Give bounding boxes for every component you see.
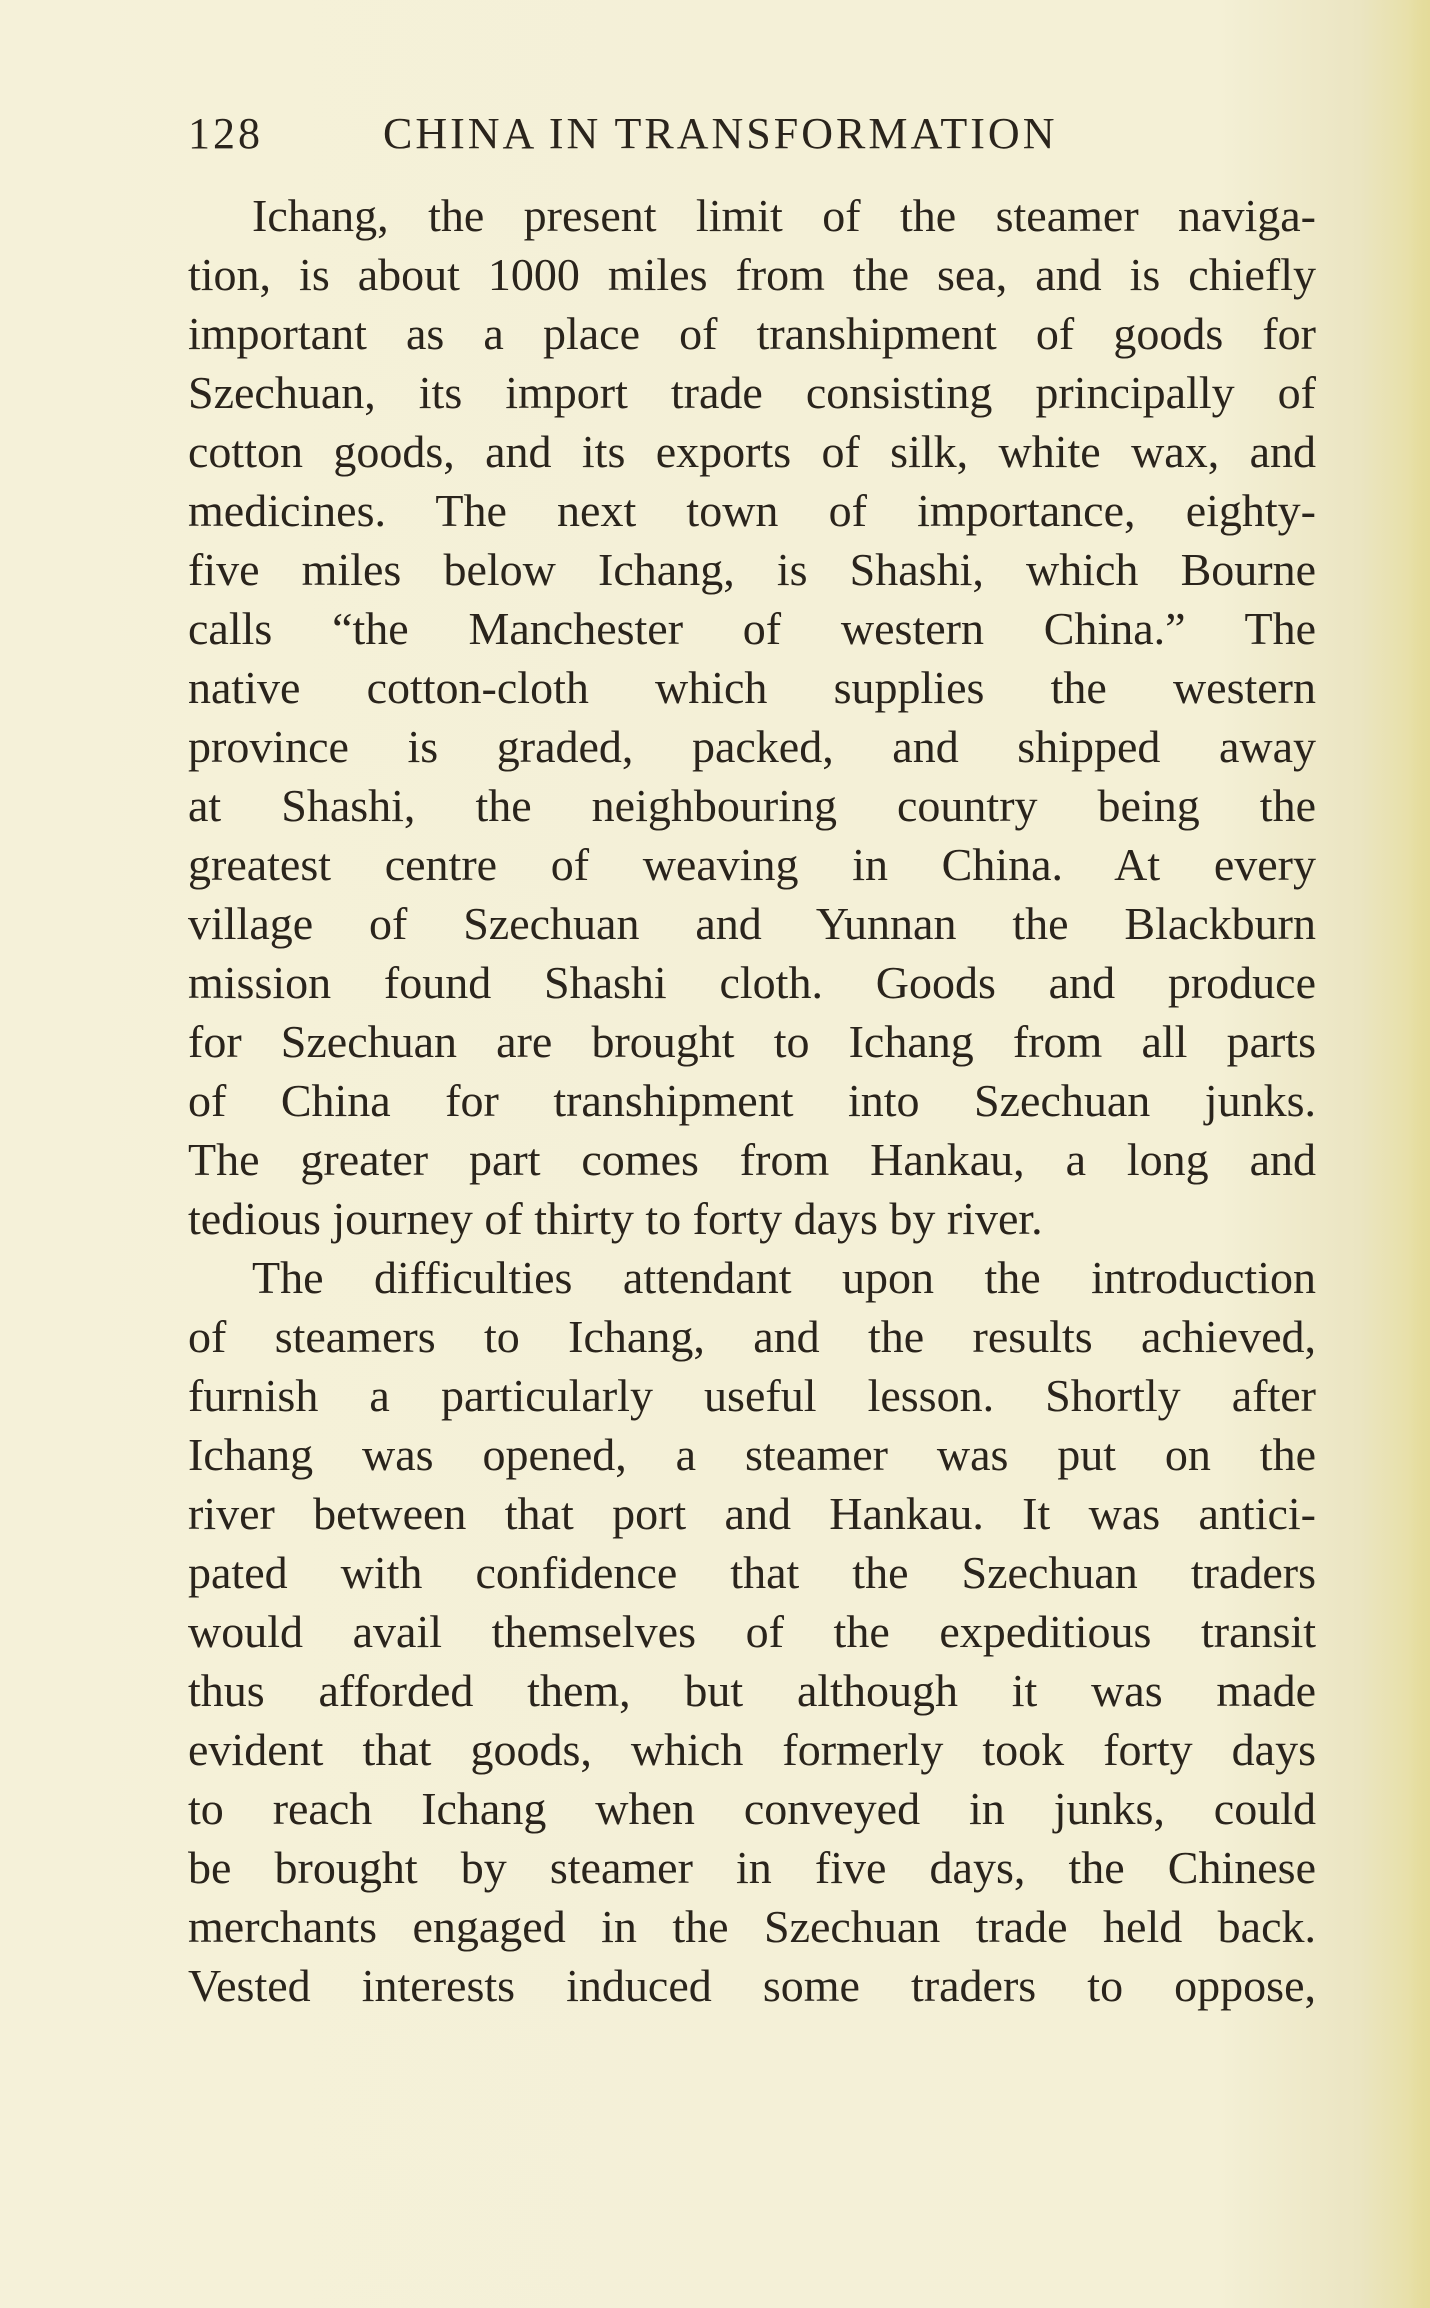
text-line: of China for transhipment into Szechuan junks. [188,1075,1316,1126]
text-line: merchants engaged in the Szechuan trade held back. [188,1901,1316,1952]
text-line: important as a place of transhipment of goods for [188,308,1316,359]
text-line: village of Szechuan and Yunnan the Blackburn [188,898,1316,949]
text-line: Ichang, the present limit of the steamer naviga- [252,190,1316,241]
running-title: CHINA IN TRANSFORMATION [383,109,1058,158]
text-line: The difficulties attendant upon the introduction [252,1252,1316,1303]
paragraph-2 [188,1248,1316,2015]
text-line: of steamers to Ichang, and the results achieved, [188,1311,1316,1362]
page-number: 128 [188,109,263,158]
text-line: native cotton-cloth which supplies the western [188,662,1316,713]
text-line: five miles below Ichang, is Shashi, which Bourne [188,544,1316,595]
paragraph-1 [188,186,1316,1248]
text-line: tedious journey of thirty to forty days by river. [188,1193,1043,1244]
text-line: furnish a particularly useful lesson. Shortly after [188,1370,1316,1421]
text-line: cotton goods, and its exports of silk, white wax, and [188,426,1316,477]
text-line: evident that goods, which formerly took forty days [188,1724,1316,1775]
text-line: tion, is about 1000 miles from the sea, and is chiefly [188,249,1316,300]
text-line: at Shashi, the neighbouring country being the [188,780,1316,831]
text-line: would avail themselves of the expeditious transit [188,1606,1316,1657]
text-line: to reach Ichang when conveyed in junks, could [188,1783,1316,1834]
text-line: pated with confidence that the Szechuan traders [188,1547,1316,1598]
text-line: Vested interests induced some traders to oppose, [188,1960,1316,2011]
text-line: thus afforded them, but although it was made [188,1665,1316,1716]
running-head [188,104,1328,164]
text-line: for Szechuan are brought to Ichang from all parts [188,1016,1316,1067]
text-line: be brought by steamer in five days, the Chinese [188,1842,1316,1893]
text-line: river between that port and Hankau. It was antici- [188,1488,1316,1539]
page-edge-shadow [1408,0,1430,2308]
body-text [188,186,1316,2015]
text-line: mission found Shashi cloth. Goods and produce [188,957,1316,1008]
text-line: The greater part comes from Hankau, a long and [188,1134,1316,1185]
text-line: Ichang was opened, a steamer was put on the [188,1429,1316,1480]
text-line: calls “the Manchester of western China.” The [188,603,1316,654]
text-line: Szechuan, its import trade consisting principally of [188,367,1316,418]
text-line: medicines. The next town of importance, eighty- [188,485,1316,536]
text-line: greatest centre of weaving in China. At every [188,839,1316,890]
text-line: province is graded, packed, and shipped away [188,721,1316,772]
